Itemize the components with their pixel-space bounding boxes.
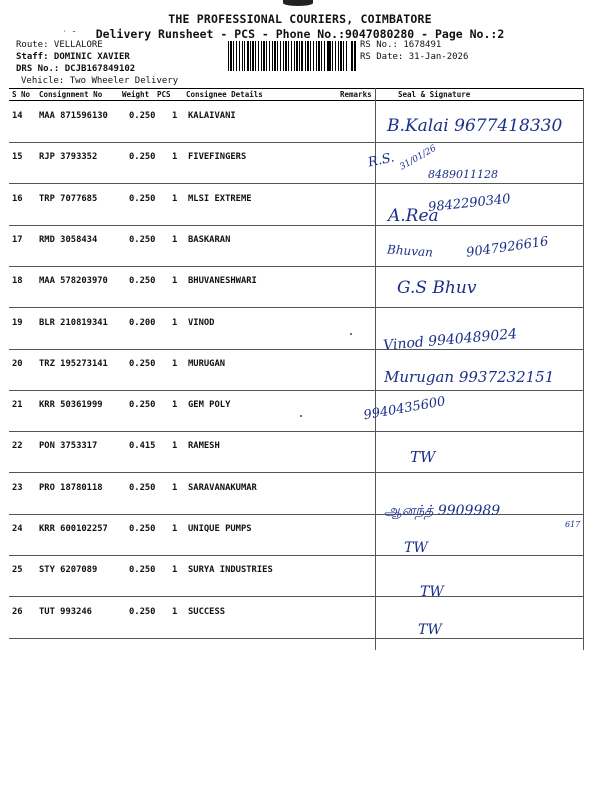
pcs-cell: 1 xyxy=(172,482,178,493)
pen-dot xyxy=(350,333,352,335)
document-subtitle: Delivery Runsheet - PCS - Phone No.:9047080280 - Page No.:2 xyxy=(95,27,505,41)
consignment-cell: MAA 871596130 xyxy=(39,111,108,121)
table-row xyxy=(9,554,583,597)
pcs-cell: 1 xyxy=(172,441,178,452)
signature-row-16-phone: 9842290340 xyxy=(427,191,512,216)
weight-cell: 0.250 xyxy=(129,606,156,617)
sno-cell: 24 xyxy=(12,524,23,534)
signature-row-24-extra: 617 xyxy=(565,520,581,529)
signature-row-24: ஆனந்த் 9909989 xyxy=(384,503,501,519)
consignee-cell: GEM POLY xyxy=(188,400,231,411)
consignee-cell: KALAIVANI xyxy=(188,111,236,121)
pcs-cell: 1 xyxy=(172,276,178,287)
consignment-cell: PON 3753317 xyxy=(39,441,98,452)
consignment-cell: TUT 993246 xyxy=(39,606,92,617)
consignee-cell: BHUVANESHWARI xyxy=(188,276,257,287)
consignment-cell: RJP 3793352 xyxy=(39,152,98,163)
consignment-cell: BLR 210819341 xyxy=(39,317,108,328)
sno-cell: 23 xyxy=(12,482,23,493)
consignee-cell: BASKARAN xyxy=(188,234,231,245)
weight-cell: 0.250 xyxy=(129,482,156,493)
table-row xyxy=(9,389,583,432)
weight-cell: 0.250 xyxy=(129,358,156,369)
consignment-cell: KRR 50361999 xyxy=(39,400,103,411)
weight-cell: 0.250 xyxy=(129,565,156,576)
barcode-image xyxy=(228,41,356,71)
weight-cell: 0.250 xyxy=(129,111,156,121)
consignment-cell: TRZ 195273141 xyxy=(39,358,108,369)
pcs-cell: 1 xyxy=(172,358,178,369)
document-title: THE PROFESSIONAL COURIERS, COIMBATORE xyxy=(168,12,432,26)
sno-cell: 22 xyxy=(12,441,23,452)
signature-row-21: 9940435600 xyxy=(362,394,447,424)
signature-row-16-name: A.Rea xyxy=(388,206,439,226)
sno-cell: 25 xyxy=(12,565,23,576)
signature-row-19: Vinod 9940489024 xyxy=(382,326,518,354)
consignment-cell: MAA 578203970 xyxy=(39,276,108,287)
sno-cell: 17 xyxy=(12,234,23,245)
drs-text: DRS No.: DCJB167849102 xyxy=(16,64,136,74)
weight-cell: 0.250 xyxy=(129,524,156,534)
consignment-cell: RMD 3058434 xyxy=(39,234,98,245)
right-border xyxy=(583,88,584,650)
col-consignment: Consignment No xyxy=(39,90,103,99)
consignee-cell: MLSI EXTREME xyxy=(188,193,252,204)
col-consignee: Consignee Details xyxy=(186,90,263,99)
pcs-cell: 1 xyxy=(172,524,178,534)
weight-cell: 0.250 xyxy=(129,193,156,204)
consignee-cell: VINOD xyxy=(188,317,215,328)
vehicle-text: Vehicle: Two Wheeler Delivery xyxy=(21,76,179,86)
pcs-cell: 1 xyxy=(172,565,178,576)
weight-cell: 0.250 xyxy=(129,234,156,245)
pen-dot xyxy=(300,415,302,417)
rs-date-text: RS Date: 31-Jan-2026 xyxy=(360,52,469,62)
col-seal: Seal & Signature xyxy=(398,90,471,99)
signature-row-20: Murugan 9937232151 xyxy=(384,368,555,386)
sno-cell: 14 xyxy=(12,111,23,121)
signature-row-15-date: 31/01/26 xyxy=(398,143,439,173)
signature-row-22: TW xyxy=(410,448,436,466)
consignee-cell: FIVEFINGERS xyxy=(188,152,247,163)
weight-cell: 0.250 xyxy=(129,152,156,163)
pcs-cell: 1 xyxy=(172,317,178,328)
col-weight: Weight xyxy=(122,90,150,99)
consignment-cell: PRO 18780118 xyxy=(39,482,103,493)
signature-row-25: TW xyxy=(404,540,428,556)
consignment-cell: KRR 600102257 xyxy=(39,524,108,534)
col-remarks: Remarks xyxy=(340,90,372,99)
table-row xyxy=(9,430,583,473)
sno-cell: 21 xyxy=(12,400,23,411)
route-text: Route: VELLALORE xyxy=(16,40,103,50)
sno-cell: 19 xyxy=(12,317,23,328)
consignee-cell: SARAVANAKUMAR xyxy=(188,482,257,493)
pcs-cell: 1 xyxy=(172,152,178,163)
rs-number-text: RS No.: 1678491 xyxy=(360,40,442,50)
consignment-cell: STY 6207089 xyxy=(39,565,98,576)
signature-row-26: TW xyxy=(420,584,444,600)
consignee-cell: SURYA INDUSTRIES xyxy=(188,565,273,576)
signature-row-17-phone: 9047926616 xyxy=(465,234,550,261)
weight-cell: 0.250 xyxy=(129,276,156,287)
signature-row-15-initials: R.S. xyxy=(366,150,396,171)
sno-cell: 18 xyxy=(12,276,23,287)
pcs-cell: 1 xyxy=(172,111,178,121)
pcs-cell: 1 xyxy=(172,400,178,411)
consignee-cell: UNIQUE PUMPS xyxy=(188,524,252,534)
small-marks: ˙ ˉ xyxy=(62,30,77,39)
weight-cell: 0.415 xyxy=(129,441,156,452)
sno-cell: 16 xyxy=(12,193,23,204)
sno-cell: 15 xyxy=(12,152,23,163)
staff-text: Staff: DOMINIC XAVIER xyxy=(16,52,130,62)
signature-row-14: B.Kalai 9677418330 xyxy=(387,116,563,136)
consignee-cell: MURUGAN xyxy=(188,358,226,369)
signature-row-18: G.S Bhuv xyxy=(397,278,477,298)
col-sno: S No xyxy=(12,90,31,99)
consignment-cell: TRP 7077685 xyxy=(39,193,98,204)
sno-cell: 20 xyxy=(12,358,23,369)
ink-smudge xyxy=(283,0,313,6)
pcs-cell: 1 xyxy=(172,606,178,617)
consignee-cell: SUCCESS xyxy=(188,606,226,617)
sno-cell: 26 xyxy=(12,606,23,617)
consignee-cell: RAMESH xyxy=(188,441,220,452)
table-row xyxy=(9,596,583,639)
col-pcs: PCS xyxy=(157,90,171,99)
signature-row-17-name: Bhuvan xyxy=(386,242,434,260)
signature-row-27: TW xyxy=(418,622,442,638)
signature-row-15-phone: 8489011128 xyxy=(428,168,498,181)
pcs-cell: 1 xyxy=(172,193,178,204)
table-row xyxy=(9,265,583,308)
weight-cell: 0.200 xyxy=(129,317,156,328)
weight-cell: 0.250 xyxy=(129,400,156,411)
pcs-cell: 1 xyxy=(172,234,178,245)
